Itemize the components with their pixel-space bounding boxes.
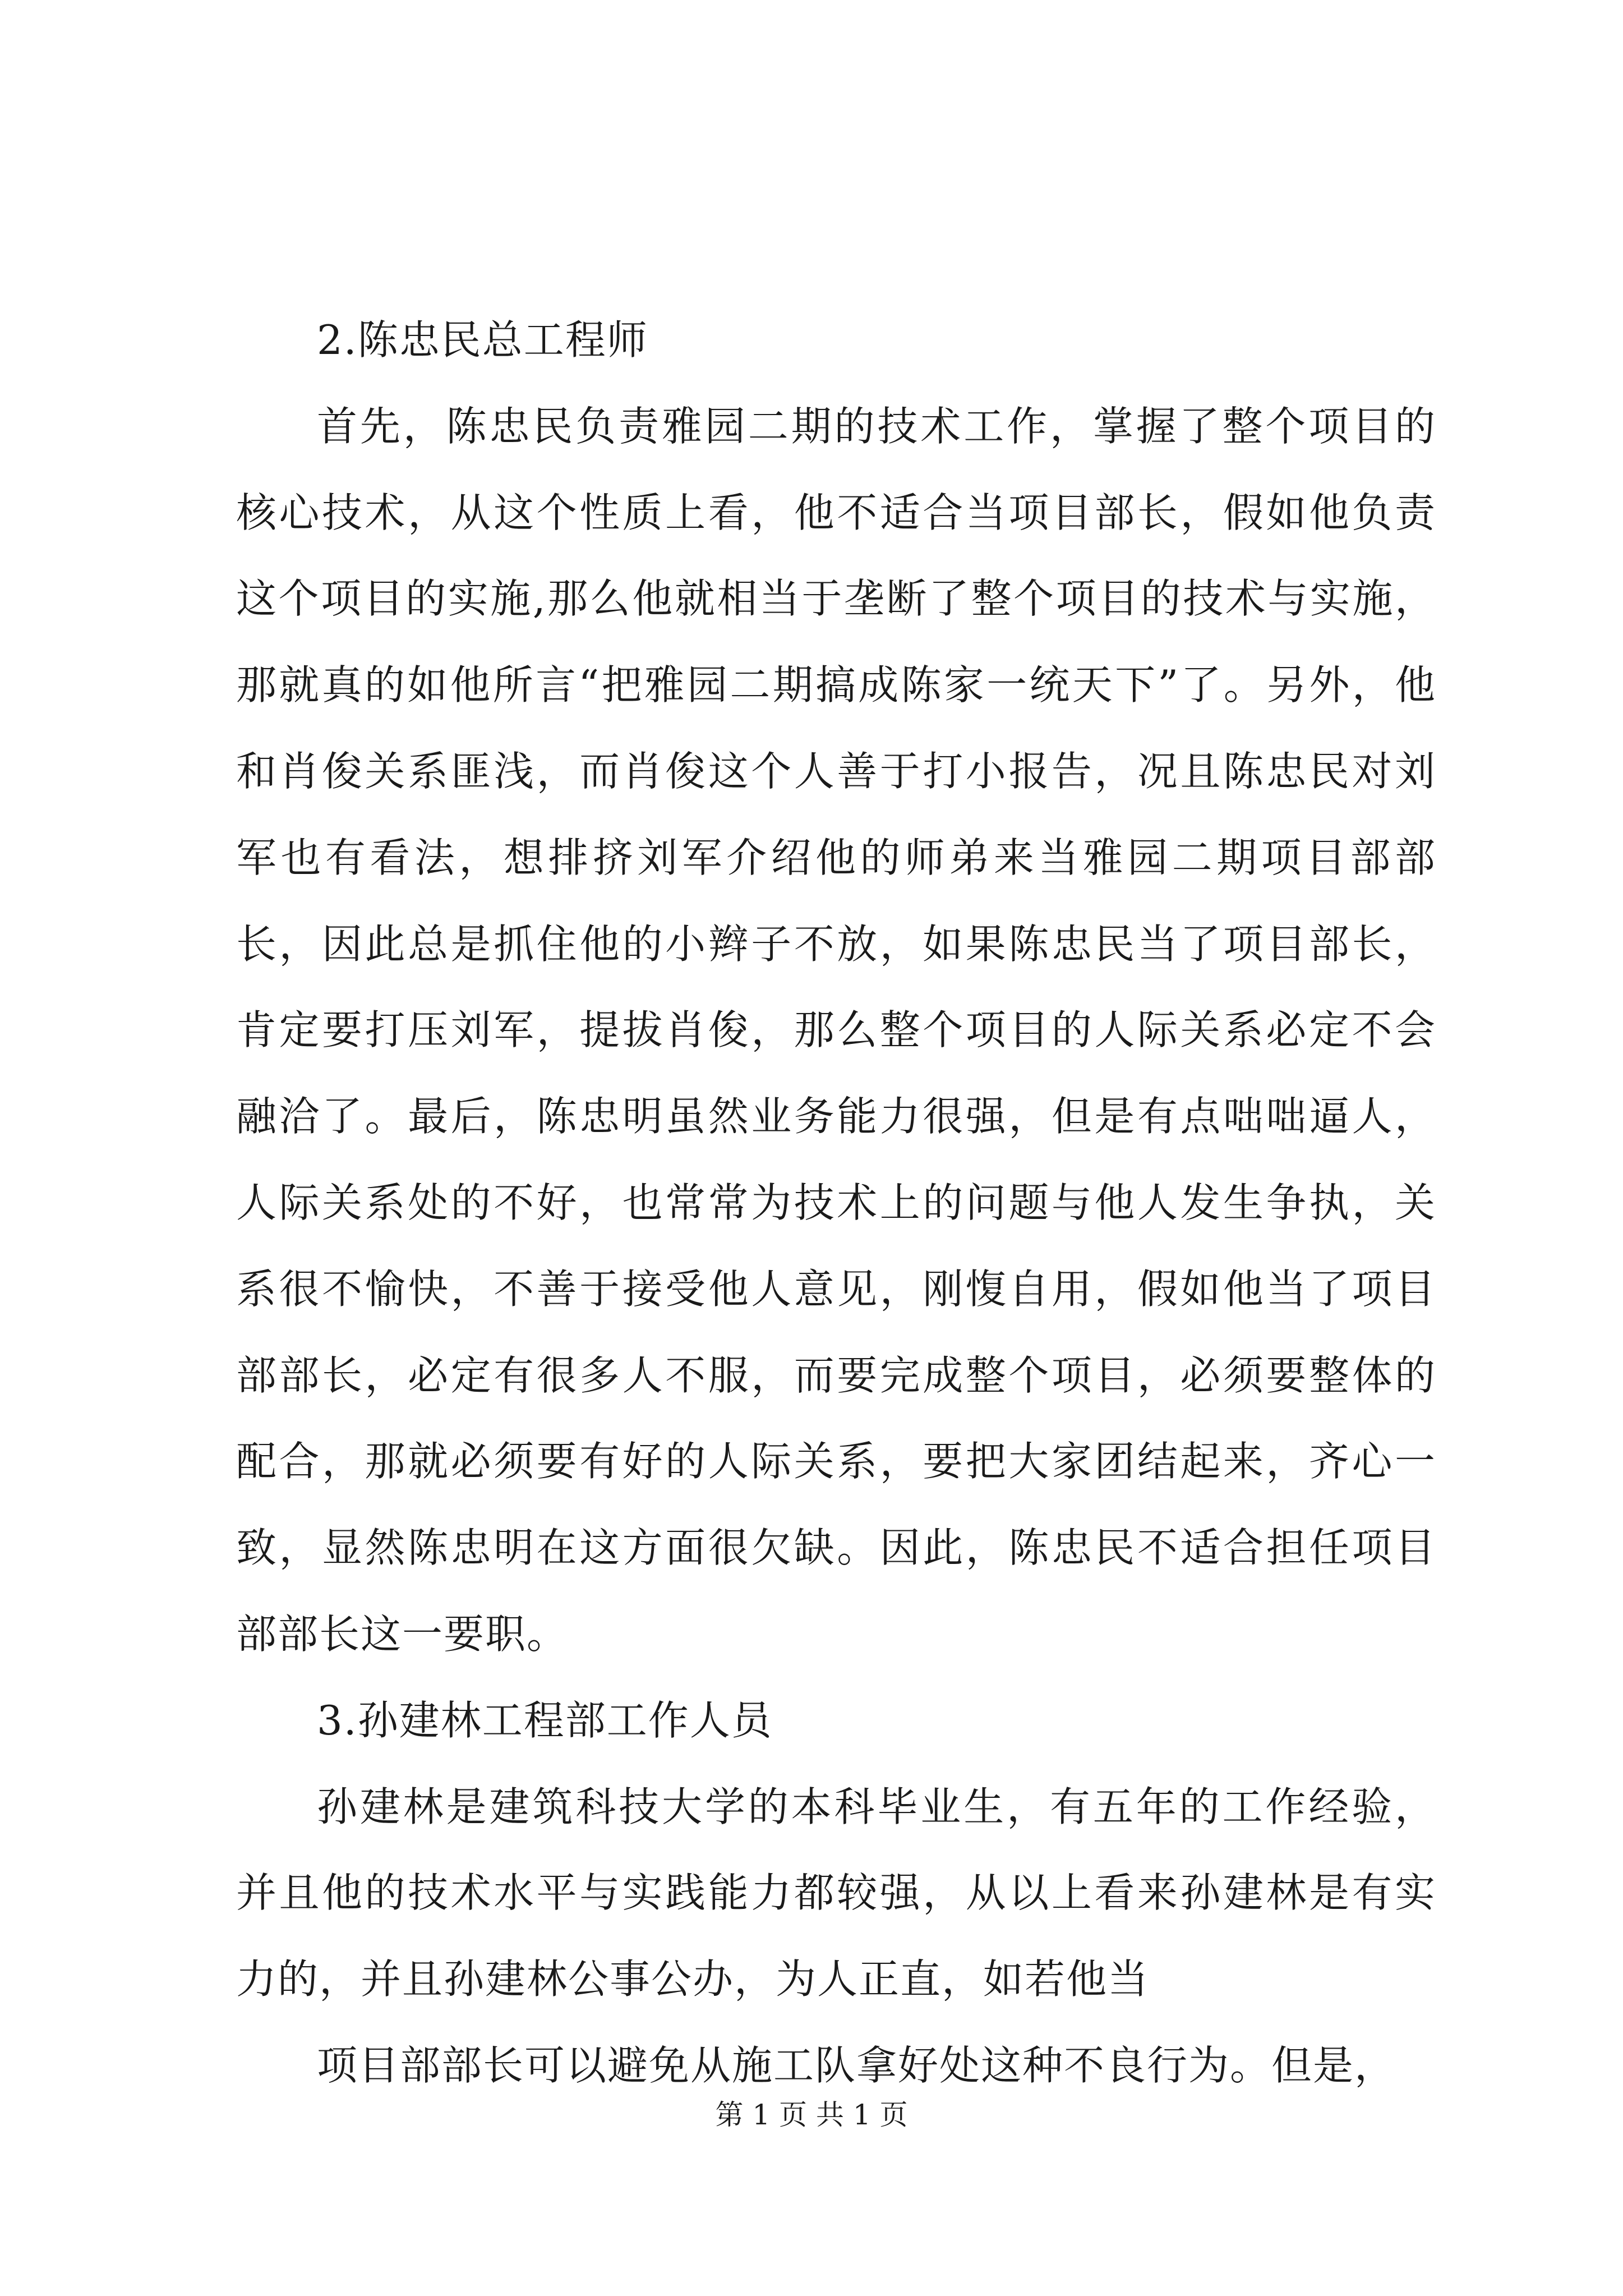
paragraph-continuation: 项目部部长可以避免从施工队拿好处这种不良行为。但是， (317, 2041, 1396, 2089)
paragraph-chen-zhongmin: 首先，陈忠民负责雅园二期的技术工作，掌握了整个项目的核心技术，从这个性质上看，他不适合当项目部长，假如他负责这个项目的实施,那么他就相当于垄断了整个项目的技术与实施，那就真的如他所言“把雅园二期搞成陈家一统天下”了。另外，他和肖俊关系匪浅，而肖俊这个人善于打小报告，况且陈忠民对刘军也有看法，想排挤刘军介绍他的师弟来当雅园二期项目部部长，因此总是抓住他的小辫子不放，如果陈忠民当了项目部长，肯定要打压刘军，提拔肖俊，那么整个项目的人际关系必定不会融洽了。最后，陈忠明虽然业务能力很强，但是有点咄咄逼人，人际关系处的不好，也常常为技术上的问题与他人发生争执，关系很不愉快，不善于接受他人意见，刚愎自用，假如他当了项目部部长，必定有很多人不服，而要完成整个项目，必须要整体的配合，那就必须要有好的人际关系，要把大家团结起来，齐心一致，显然陈忠明在这方面很欠缺。因此，陈忠民不适合担任项目部部长这一要职。 (236, 402, 1436, 1658)
page-footer: 第 1 页 共 1 页 (715, 2099, 908, 2131)
paragraph-sun-jianlin: 孙建林是建筑科技大学的本科毕业生，有五年的工作经验，并且他的技术水平与实践能力都较强，从以上看来孙建林是有实力的，并且孙建林公事公办，为人正直，如若他当 (236, 1783, 1436, 2003)
section-heading-chen-zhongmin: 2.陈忠民总工程师 (317, 316, 648, 364)
document-body (236, 297, 1436, 2109)
section-heading-sun-jianlin: 3.孙建林工程部工作人员 (317, 1696, 773, 1744)
